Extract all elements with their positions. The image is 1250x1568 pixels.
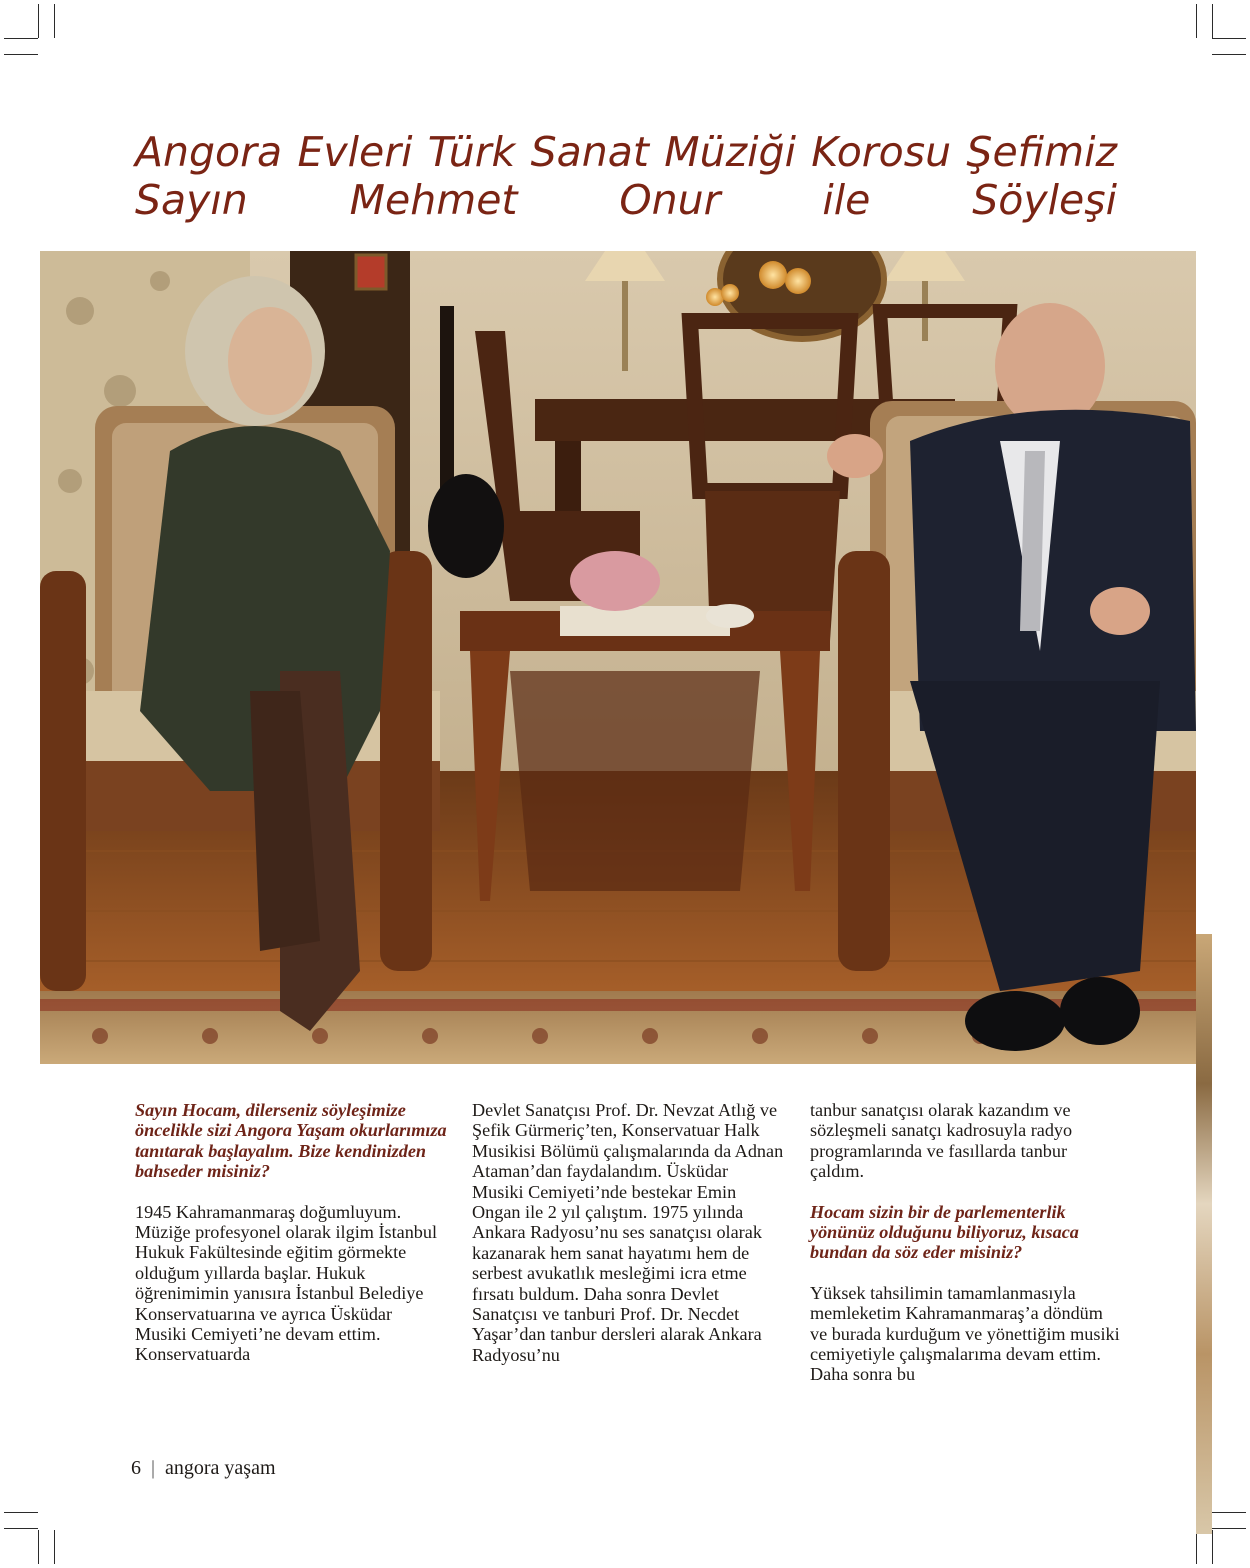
crop-mark bbox=[1196, 4, 1197, 38]
adjacent-page-image-edge bbox=[1196, 934, 1212, 1534]
crop-mark bbox=[1212, 38, 1246, 39]
crop-mark bbox=[1212, 1512, 1246, 1513]
text-column-3 bbox=[810, 1100, 1122, 1385]
crop-mark bbox=[54, 1530, 55, 1564]
crop-mark bbox=[38, 1530, 39, 1564]
crop-mark bbox=[1212, 1528, 1246, 1529]
interview-question: Sayın Hocam, dilerseniz söyleşimize öncelikle sizi Angora Yaşam okurlarımıza tanıtarak başlayalım. Bize kendinizden bahseder misiniz? bbox=[135, 1100, 447, 1182]
footer-separator: | bbox=[151, 1457, 156, 1479]
crop-mark bbox=[4, 1528, 38, 1529]
magazine-name: angora yaşam bbox=[165, 1457, 276, 1479]
interview-answer: Yüksek tahsilimin tamamlanmasıyla memleketim Kahramanmaraş’a döndüm ve burada kurduğum ve yönettiğim musiki cemiyetiyle çalışmalarıma devam ettim. Daha sonra bu bbox=[810, 1282, 1120, 1385]
text-column-2 bbox=[472, 1100, 784, 1365]
interview-answer: tanbur sanatçısı olarak kazandım ve sözleşmeli sanatçı kadrosuyla radyo programlarında ve fasıllarda tanbur çaldım. bbox=[810, 1100, 1073, 1182]
crop-mark bbox=[4, 1512, 38, 1513]
page-number: 6 bbox=[131, 1457, 141, 1479]
crop-mark bbox=[54, 4, 55, 38]
crop-mark bbox=[4, 54, 38, 55]
text-column-1 bbox=[135, 1100, 447, 1365]
article-title: Angora Evleri Türk Sanat Müziği Korosu Şefimiz Sayın Mehmet Onur ile Söyleşi bbox=[135, 128, 1117, 224]
interview-answer: 1945 Kahramanmaraş doğumluyum. Müziğe profesyonel olarak ilgim İstanbul Hukuk Fakültesinde eğitim görmekte olduğum yıllarda başlar. Hukuk öğrenimimin yanısıra İstanbul Belediye Konservatuarına ve ayrıca Üsküdar Musiki Cemiyeti’ne devam ettim. Konservatuarda bbox=[135, 1201, 438, 1365]
page-footer bbox=[131, 1457, 276, 1480]
crop-mark bbox=[1196, 1530, 1197, 1564]
interview-photo bbox=[40, 251, 1196, 1064]
interview-question: Hocam sizin bir de parlementerlik yönünüz olduğunu biliyoruz, kısaca bundan da söz eder misiniz? bbox=[810, 1201, 1079, 1263]
crop-mark bbox=[1212, 1530, 1213, 1564]
crop-mark bbox=[1212, 54, 1246, 55]
interview-answer: Devlet Sanatçısı Prof. Dr. Nevzat Atlığ ve Şefik Gürmeriç’ten, Konservatuar Halk Musikisi Bölümü çalışmalarında da Adnan Ataman’dan faydalandım. Üsküdar Musiki Cemiyeti’nde bestekar Emin Ongan ile 2 yıl çalıştım. 1975 yılında Ankara Radyosu’nu ses sanatçısı olarak kazanarak hem sanat hayatımı hem de serbest avukatlık mesleğimi icra etme fırsatı buldum. Daha sonra Devlet Sanatçısı ve tanburi Prof. Dr. Necdet Yaşar’dan tanbur dersleri alarak Ankara Radyosu’nu bbox=[472, 1100, 784, 1365]
crop-mark bbox=[4, 38, 38, 39]
crop-mark bbox=[38, 4, 39, 38]
crop-mark bbox=[1212, 4, 1213, 38]
